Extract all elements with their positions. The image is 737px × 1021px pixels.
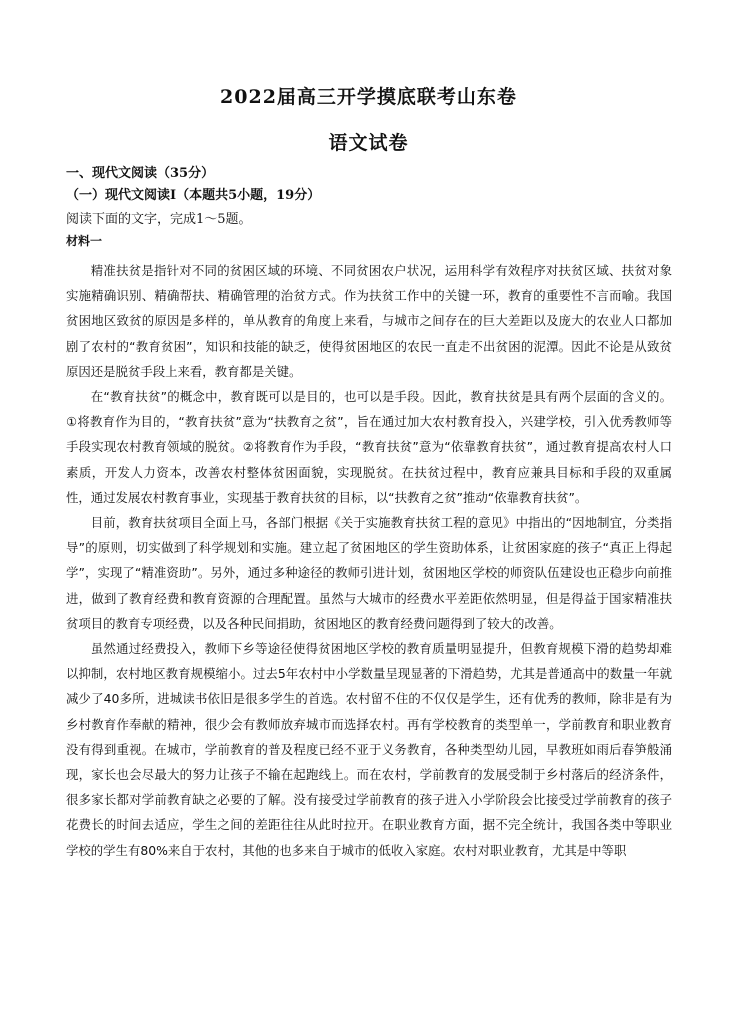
material-label: 材料一	[66, 234, 103, 248]
article-body	[66, 258, 672, 863]
section-subheading: （一）现代文阅读Ⅰ（本题共5小题，19分）	[66, 188, 321, 203]
reading-instruction: 阅读下面的文字，完成1～5题。	[66, 212, 252, 227]
exam-subtitle: 语文试卷	[328, 132, 409, 154]
exam-title: 2022届高三开学摸底联考山东卷	[220, 86, 517, 108]
paragraph-2: 在“教育扶贫”的概念中，教育既可以是目的，也可以是手段。因此，教育扶贫是具有两个层面的含义的。①将教育作为目的，“教育扶贫”意为“扶教育之贫”，旨在通过加大农村教育投入，兴建学校，引入优秀教师等手段实现农村教育领域的脱贫。②将教育作为手段，“教育扶贫”意为“依靠教育扶贫”，通过教育提高农村人口素质，开发人力资本，改善农村整体贫困面貌，实现脱贫。在扶贫过程中，教育应兼具目标和手段的双重属性，通过发展农村教育事业，实现基于教育扶贫的目标，以“扶教育之贫”推动“依靠教育扶贫”。	[66, 389, 672, 505]
paragraph-4: 虽然通过经费投入，教师下乡等途径使得贫困地区学校的教育质量明显提升，但教育规模下滑的趋势却难以抑制，农村地区教育规模缩小。过去5年农村中小学数量呈现显著的下滑趋势，尤其是普通高中的数量一年就减少了40多所，进城读书依旧是很多学生的首选。农村留不住的不仅仅是学生，还有优秀的教师，除非是有为乡村教育作奉献的精神，很少会有教师放弃城市而选择农村。再有学校教育的类型单一，学前教育和职业教育没有得到重视。在城市，学前教育的普及程度已经不亚于义务教育，各种类型幼儿园，早教班如雨后春笋般涌现，家长也会尽最大的努力让孩子不输在起跑线上。而在农村，学前教育的发展受制于乡村落后的经济条件，很多家长都对学前教育缺之必要的了解。没有接受过学前教育的孩子进入小学阶段会比接受过学前教育的孩子花费长的时间去适应，学生之间的差距往往从此时拉开。在职业教育方面，据不完全统计，我国各类中等职业学校的学生有80%来自于农村，其他的也多来自于城市的低收入家庭。农村对职业教育，尤其是中等职	[66, 641, 672, 858]
paragraph-3: 目前，教育扶贫项目全面上马，各部门根据《关于实施教育扶贫工程的意见》中指出的“因地制宜，分类指导”的原则，切实做到了科学规划和实施。建立起了贫困地区的学生资助体系，让贫困家庭的孩子“真正上得起学”，实现了“精准资助”。另外，通过多种途径的教师引进计划，贫困地区学校的师资队伍建设也正稳步向前推进，做到了教育经费和教育资源的合理配置。虽然与大城市的经费水平差距依然明显，但是得益于国家精准扶贫项目的教育专项经费，以及各种民间捐助，贫困地区的教育经费问题得到了较大的改善。	[66, 515, 672, 631]
section-heading: 一、现代文阅读（35分）	[66, 166, 215, 181]
paragraph-1: 精准扶贫是指针对不同的贫困区域的环境、不同贫困农户状况，运用科学有效程序对扶贫区域、扶贫对象实施精确识别、精确帮扶、精确管理的治贫方式。作为扶贫工作中的关键一环，教育的重要性不言而喻。我国贫困地区致贫的原因是多样的，单从教育的角度上来看，与城市之间存在的巨大差距以及庞大的农业人口都加剧了农村的“教育贫困”，知识和技能的缺乏，使得贫困地区的农民一直走不出贫困的泥潭。因此不论是从致贫原因还是脱贫手段上来看，教育都是关键。	[66, 263, 672, 379]
